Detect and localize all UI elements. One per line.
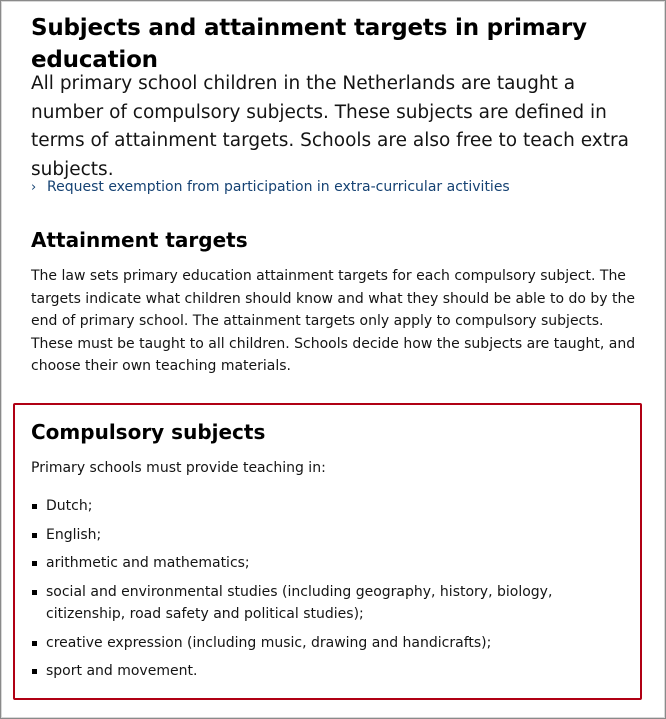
list-item-text: creative expression (including music, drawing and handicrafts); bbox=[46, 634, 492, 651]
bullet-icon bbox=[32, 533, 37, 538]
list-item bbox=[31, 495, 631, 518]
bullet-icon bbox=[32, 504, 37, 509]
bullet-icon bbox=[32, 561, 37, 566]
chevron-right-icon: › bbox=[31, 180, 37, 195]
list-item bbox=[31, 660, 631, 683]
compulsory-heading: Compulsory subjects bbox=[31, 420, 266, 444]
list-item-text: English; bbox=[46, 526, 102, 543]
subjects-list bbox=[31, 495, 631, 689]
bullet-icon bbox=[32, 641, 37, 646]
list-item bbox=[31, 632, 631, 655]
list-item bbox=[31, 552, 631, 575]
bullet-icon bbox=[32, 669, 37, 674]
list-item-text: Dutch; bbox=[46, 498, 93, 514]
bullet-icon bbox=[32, 590, 37, 595]
attainment-heading: Attainment targets bbox=[31, 228, 248, 252]
list-item bbox=[31, 581, 631, 626]
page-title: Subjects and attainment targets in primary education bbox=[31, 15, 587, 73]
compulsory-intro: Primary schools must provide teaching in: bbox=[31, 460, 326, 476]
list-item-text: arithmetic and mathematics; bbox=[46, 555, 250, 571]
exemption-link-label[interactable]: Request exemption from participation in extra-curricular activities bbox=[47, 179, 510, 195]
list-item-text: social and environmental studies (including geography, history, biology, citizenship, road safety and political studies); bbox=[46, 583, 553, 622]
intro-paragraph: All primary school children in the Netherlands are taught a number of compulsory subjects. These subjects are defined in terms of attainment targets. Schools are also free to teach extra subjects. bbox=[31, 73, 629, 180]
exemption-link[interactable] bbox=[31, 177, 631, 198]
attainment-paragraph: The law sets primary education attainment targets for each compulsory subject. The targets indicate what children should know and what they should be able to do by the end of primary school. The attainment targets only apply to compulsory subjects. These must be taught to all children. Schools decide how the subjects are taught, and choose their own teaching materials. bbox=[31, 268, 636, 374]
list-item bbox=[31, 524, 631, 547]
list-item-text: sport and movement. bbox=[46, 663, 198, 679]
